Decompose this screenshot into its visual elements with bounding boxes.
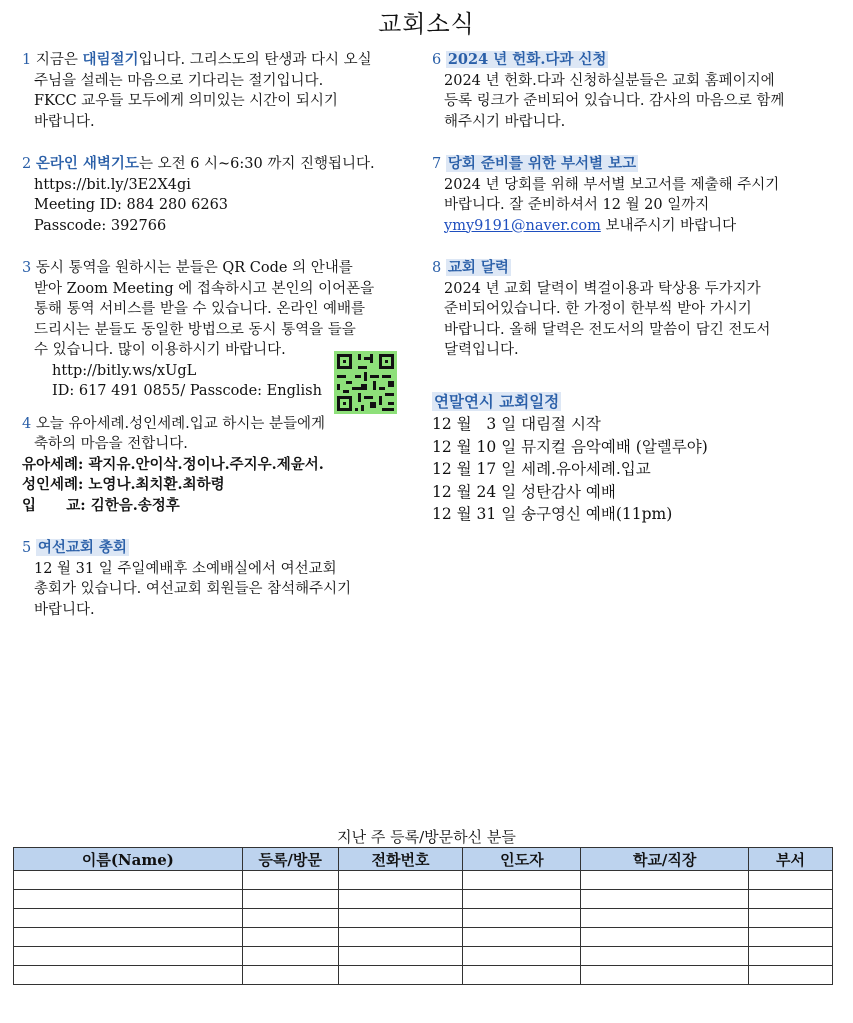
- news-item-4: [22, 414, 422, 517]
- interpretation-link[interactable]: http://bitly.ws/xUgL: [52, 362, 197, 379]
- table-row: [14, 890, 833, 909]
- email-link[interactable]: ymy9191@naver.com: [444, 217, 601, 234]
- table-cell[interactable]: [338, 928, 463, 947]
- table-cell[interactable]: [242, 966, 338, 985]
- item8-line: 준비되어있습니다. 한 가정이 한부씩 받아 가시기: [444, 301, 752, 317]
- table-cell[interactable]: [463, 890, 581, 909]
- table-cell[interactable]: [463, 947, 581, 966]
- item1-pre: 지금은: [35, 52, 83, 68]
- table-cell[interactable]: [14, 871, 243, 890]
- table-cell[interactable]: [463, 966, 581, 985]
- schedule-entry: 12 월 24 일 성탄감사 예배: [432, 482, 616, 501]
- item-number: 5: [22, 540, 32, 556]
- item6-line: 2024 년 헌화.다과 신청하실분들은 교회 홈페이지에: [444, 72, 775, 89]
- table-cell[interactable]: [581, 966, 749, 985]
- item8-line: 바랍니다. 올해 달력은 전도서의 말씀이 담긴 전도서: [444, 321, 771, 338]
- table-row: [14, 909, 833, 928]
- visitor-table-body: [14, 871, 833, 985]
- news-item-1: [22, 50, 422, 132]
- table-cell[interactable]: [242, 890, 338, 909]
- table-cell[interactable]: [242, 947, 338, 966]
- item7-heading: 당회 준비를 위한 부서별 보고: [447, 155, 637, 172]
- item1-keyword: 대림절기: [82, 51, 139, 68]
- item5-line: 총회가 있습니다. 여선교회 회원들은 참석해주시기: [34, 581, 352, 597]
- table-cell[interactable]: [749, 928, 833, 947]
- table-cell[interactable]: [338, 947, 463, 966]
- table-cell[interactable]: [338, 909, 463, 928]
- table-cell[interactable]: [581, 871, 749, 890]
- news-item-7: [432, 154, 842, 236]
- item4-first: 오늘 유아세례.성인세례.입교 하시는 분들에게: [35, 415, 326, 432]
- news-item-2: [22, 154, 422, 236]
- item8-heading: 교회 달력: [447, 259, 509, 276]
- table-cell[interactable]: [338, 966, 463, 985]
- passcode: Passcode: 392766: [34, 217, 167, 234]
- interpretation-id: ID: 617 491 0855/ Passcode: English: [52, 383, 322, 399]
- visitor-table-caption: 지난 주 등록/방문하신 분들: [337, 828, 516, 846]
- table-cell[interactable]: [338, 890, 463, 909]
- item6-line: 등록 링크가 준비되어 있습니다. 감사의 마음으로 함께: [444, 93, 785, 109]
- schedule-heading: 연말연시 교회일정: [434, 391, 560, 411]
- item-number: 6: [432, 52, 442, 68]
- adult-baptism-list: 성인세례: 노영나.최치환.최하령: [22, 476, 225, 493]
- table-row: [14, 947, 833, 966]
- table-cell[interactable]: [14, 947, 243, 966]
- item-number: 4: [22, 415, 32, 432]
- item-number: 8: [432, 260, 442, 276]
- table-row: [14, 928, 833, 947]
- item2-post: 는 오전 6 시~6:30 까지 진행됩니다.: [138, 156, 375, 172]
- prayer-zoom-link[interactable]: https://bit.ly/3E2X4gi: [34, 176, 191, 193]
- meeting-id: Meeting ID: 884 280 6263: [34, 197, 229, 213]
- item3-line: 드리시는 분들도 동일한 방법으로 동시 통역을 들을: [34, 321, 356, 338]
- item5-line: 바랍니다.: [34, 601, 95, 618]
- item-number: 1: [22, 52, 32, 68]
- item8-line: 2024 년 교회 달력이 벽걸이용과 탁상용 두가지가: [444, 280, 761, 297]
- item5-line: 12 월 31 일 주일예배후 소예배실에서 여선교회: [34, 560, 337, 577]
- item1-post: 입니다. 그리스도의 탄생과 다시 오실: [138, 52, 372, 68]
- item7-line: 바랍니다. 잘 준비하셔서 12 월 20 일까지: [444, 197, 710, 213]
- item8-line: 달력입니다.: [444, 342, 519, 358]
- table-cell[interactable]: [242, 871, 338, 890]
- item7-email-post: 보내주시기 바랍니다: [600, 217, 737, 234]
- schedule-entry: 12 월 31 일 송구영신 예배(11pm): [432, 505, 673, 523]
- left-column: [22, 50, 422, 642]
- item4-line: 축하의 마음을 전합니다.: [34, 436, 188, 452]
- table-cell[interactable]: [242, 928, 338, 947]
- table-cell[interactable]: [749, 947, 833, 966]
- right-column: [432, 50, 842, 548]
- item2-keyword: 온라인 새벽기도: [35, 155, 139, 172]
- item1-line: 바랍니다.: [34, 113, 95, 130]
- item6-line: 해주시기 바랍니다.: [444, 113, 566, 130]
- table-cell[interactable]: [14, 890, 243, 909]
- item7-line: 2024 년 당회를 위해 부서별 보고서를 제출해 주시기: [444, 176, 780, 193]
- table-cell[interactable]: [242, 909, 338, 928]
- table-cell[interactable]: [463, 909, 581, 928]
- item3-line: 수 있습니다. 많이 이용하시기 바랍니다.: [34, 342, 286, 358]
- year-end-schedule: [432, 391, 842, 526]
- table-cell[interactable]: [749, 966, 833, 985]
- schedule-entry: 12 월 17 일 세례.유아세례.입교: [432, 460, 651, 478]
- table-cell[interactable]: [749, 871, 833, 890]
- table-cell[interactable]: [14, 909, 243, 928]
- news-item-6: [432, 50, 842, 132]
- table-cell[interactable]: [581, 890, 749, 909]
- visitor-table: [13, 847, 833, 985]
- qr-code-icon[interactable]: [334, 351, 397, 414]
- item3-line: 받아 Zoom Meeting 에 접속하시고 본인의 이어폰을: [34, 280, 375, 297]
- table-row: [14, 966, 833, 985]
- table-cell[interactable]: [749, 890, 833, 909]
- col-header-phone: 전화번호: [338, 848, 463, 871]
- item3-line: 통해 통역 서비스를 받을 수 있습니다. 온라인 예배를: [34, 301, 366, 317]
- item6-heading: 2024 년 헌화.다과 신청: [447, 51, 607, 68]
- news-item-8: [432, 258, 842, 361]
- col-header-guide: 인도자: [463, 848, 581, 871]
- table-cell[interactable]: [749, 909, 833, 928]
- infant-baptism-list: 유아세례: 곽지유.안이삭.정이나.주지우.제윤서.: [22, 455, 324, 473]
- table-cell[interactable]: [14, 966, 243, 985]
- table-cell[interactable]: [581, 928, 749, 947]
- item1-line: FKCC 교우들 모두에게 의미있는 시간이 되시기: [34, 93, 338, 109]
- col-header-name: 이름(Name): [14, 848, 243, 871]
- table-header-row: [14, 848, 833, 871]
- qr-code-graphic: [334, 351, 397, 414]
- table-cell[interactable]: [463, 928, 581, 947]
- item1-line: 주님을 설레는 마음으로 기다리는 절기입니다.: [34, 72, 324, 89]
- item3-first: 동시 통역을 원하시는 분들은 QR Code 의 안내를: [35, 260, 353, 276]
- page-title: 교회소식: [378, 10, 475, 38]
- item-number: 2: [22, 156, 32, 172]
- item5-heading: 여선교회 총회: [37, 539, 127, 556]
- table-cell[interactable]: [581, 947, 749, 966]
- schedule-entry: 12 월 10 일 뮤지컬 음악예배 (알렐루야): [432, 437, 708, 456]
- table-cell[interactable]: [581, 909, 749, 928]
- item-number: 7: [432, 156, 442, 172]
- table-cell[interactable]: [338, 871, 463, 890]
- table-row: [14, 871, 833, 890]
- col-header-school-work: 학교/직장: [581, 848, 749, 871]
- table-cell[interactable]: [14, 928, 243, 947]
- item-number: 3: [22, 260, 32, 276]
- col-header-status: 등록/방문: [242, 848, 338, 871]
- news-item-5: [22, 538, 422, 620]
- schedule-entry: 12 월 3 일 대림절 시작: [432, 415, 601, 433]
- col-header-department: 부서: [749, 848, 833, 871]
- confirmation-list: 입 교: 김한음.송정후: [22, 496, 180, 514]
- table-cell[interactable]: [463, 871, 581, 890]
